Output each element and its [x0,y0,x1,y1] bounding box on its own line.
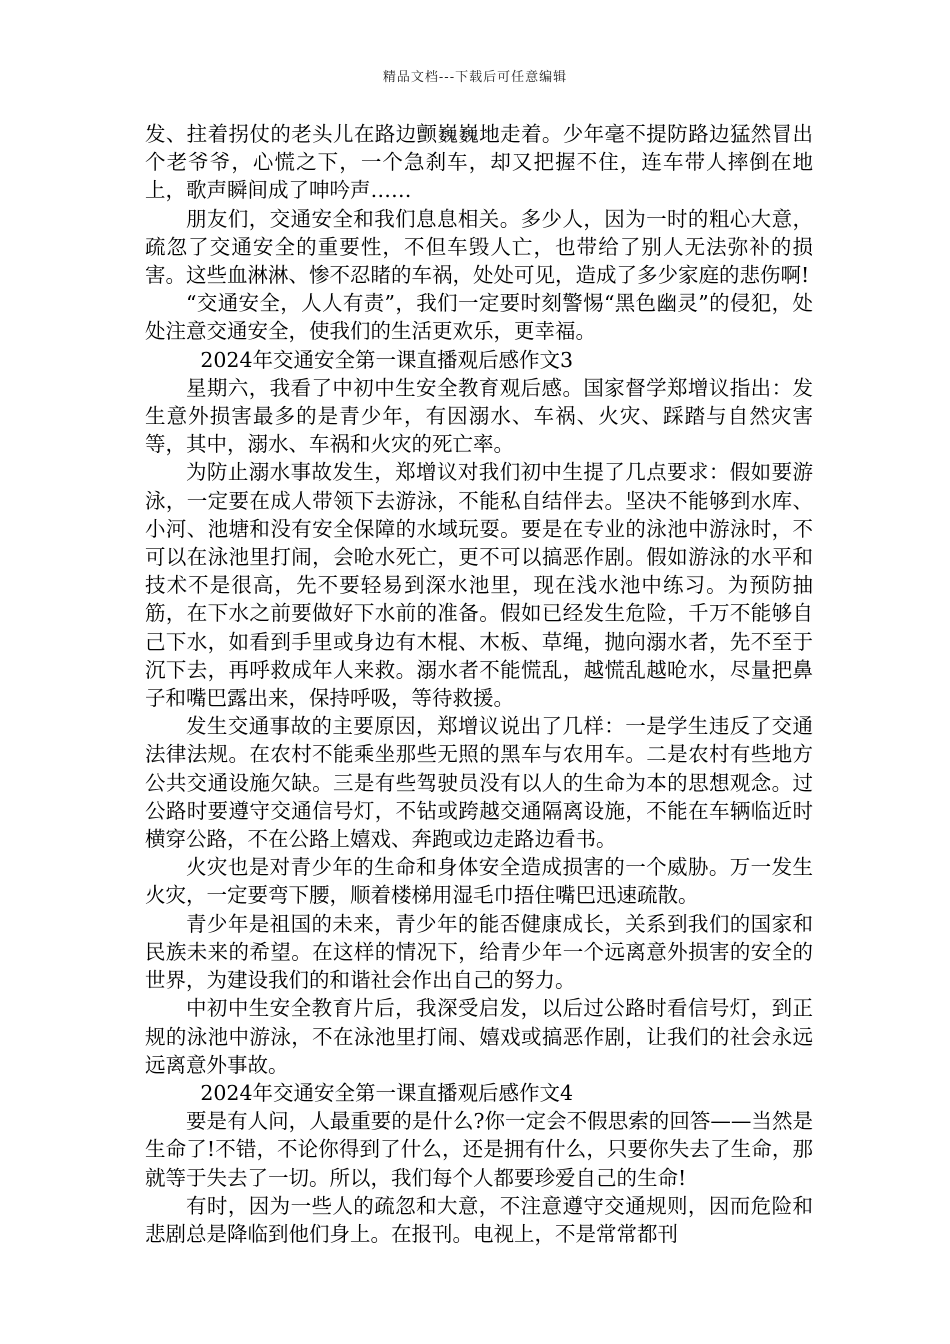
document-body [145,120,813,1248]
paragraph: 星期六，我看了中初中生安全教育观后感。国家督学郑增议指出：发生意外损害最多的是青少年，有因溺水、车祸、火灾、踩踏与自然灾害等，其中，溺水、车祸和火灾的死亡率。 [145,375,813,457]
section-heading: 2024年交通安全第一课直播观后感作文3 [200,347,574,372]
page-header: 精品文档---下载后可任意编辑 [382,70,568,85]
paragraph: 朋友们，交通安全和我们息息相关。多少人，因为一时的粗心大意，疏忽了交通安全的重要性，不但车毁人亡，也带给了别人无法弥补的损害。这些血淋淋、惨不忍睹的车祸，处处可见，造成了多少家庭的悲伤啊! [145,206,813,288]
section-heading: 2024年交通安全第一课直播观后感作文4 [200,1080,574,1105]
paragraph: 要是有人问，人最重要的是什么?你一定会不假思索的回答——当然是生命了!不错，不论你得到了什么，还是拥有什么，只要你失去了生命，那就等于失去了一切。所以，我们每个人都要珍爱自己的生命! [145,1109,813,1190]
paragraph: 发生交通事故的主要原因，郑增议说出了几样：一是学生违反了交通法律法规。在农村不能乘坐那些无照的黑车与农用车。二是农村有些地方公共交通设施欠缺。三是有些驾驶员没有以人的生命为本的思想观念。过公路时要遵守交通信号灯，不钻或跨越交通隔离设施，不能在车辆临近时横穿公路，不在公路上嬉戏、奔跑或边走路边看书。 [145,714,813,852]
paragraph: 青少年是祖国的未来，青少年的能否健康成长，关系到我们的国家和民族未来的希望。在这样的情况下，给青少年一个远离意外损害的安全的世界，为建设我们的和谐社会作出自己的努力。 [145,911,813,993]
paragraph: 火灾也是对青少年的生命和身体安全造成损害的一个威胁。万一发生火灾，一定要弯下腰，顺着楼梯用湿毛巾捂住嘴巴迅速疏散。 [145,855,813,908]
paragraph: 有时，因为一些人的疏忽和大意，不注意遵守交通规则，因而危险和悲剧总是降临到他们身上。在报刊。电视上，不是常常都刊 [145,1193,813,1246]
paragraph: 发、拄着拐仗的老头儿在路边颤巍巍地走着。少年毫不提防路边猛然冒出个老爷爷，心慌之下，一个急刹车，却又把握不住，连车带人摔倒在地上，歌声瞬间成了呻吟声…… [145,122,813,203]
paragraph: “交通安全，人人有责”，我们一定要时刻警惕“黑色幽灵”的侵犯，处处注意交通安全，使我们的生活更欢乐，更幸福。 [145,291,813,344]
paragraph: 为防止溺水事故发生，郑增议对我们初中生提了几点要求：假如要游泳，一定要在成人带领下去游泳，不能私自结伴去。坚决不能够到水库、小河、池塘和没有安全保障的水域玩耍。要是在专业的泳池中游泳时，不可以在泳池里打闹，会呛水死亡，更不可以搞恶作剧。假如游泳的水平和技术不是很高，先不要轻易到深水池里，现在浅水池中练习。为预防抽筋，在下水之前要做好下水前的准备。假如已经发生危险，千万不能够自己下水，如看到手里或身边有木棍、木板、草绳，抛向溺水者，先不至于沉下去，再呼救成年人来救。溺水者不能慌乱，越慌乱越呛水，尽量把鼻子和嘴巴露出来，保持呼吸，等待救援。 [145,460,813,711]
paragraph: 中初中生安全教育片后，我深受启发，以后过公路时看信号灯，到正规的泳池中游泳，不在泳池里打闹、嬉戏或搞恶作剧，让我们的社会永远远离意外事故。 [145,996,813,1077]
